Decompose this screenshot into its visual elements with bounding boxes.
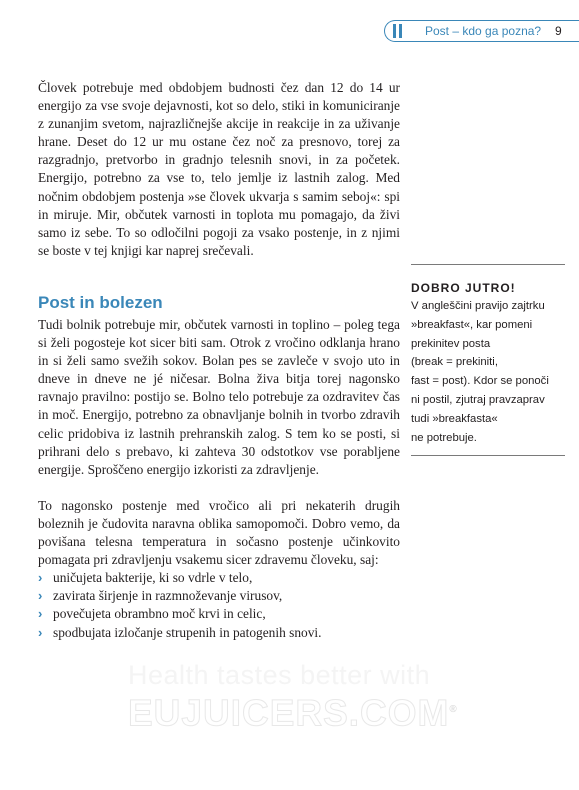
sidebar-divider-top (411, 264, 565, 265)
watermark-brand: EUJUICERS.COM® (128, 692, 458, 734)
section-heading: Post in bolezen (38, 293, 163, 312)
page-number: 9 (555, 24, 562, 38)
watermark (128, 660, 473, 733)
watermark-tagline: Health tastes better with (128, 660, 431, 690)
chevron-right-icon: › (38, 624, 43, 640)
chevron-right-icon: › (38, 588, 43, 604)
chevron-right-icon: › (38, 570, 43, 585)
section-paragraph-2: To nagonsko postenje med vročico ali pri nekaterih drugih boleznih je čudovita naravna oblika samopomoči. Dobro vemo, da povišana telesna temperatura in sočasno postenje učinkovito pomagata pri zdravljenju vsakemu sicer zdravemu človeku, saj: (38, 498, 400, 568)
sidebar-divider-bottom (411, 455, 565, 456)
list-item: › povečujeta obrambno moč krvi in celic, (38, 605, 400, 623)
list-item: › uničujeta bakterije, ki so vdrle v telo, (38, 569, 400, 587)
benefit-list (38, 569, 400, 642)
sidebar-title: DOBRO JUTRO! (411, 281, 516, 295)
section-paragraph-1: Tudi bolnik potrebuje mir, občutek varnosti in toplino – poleg tega si želi pogosteje kot sicer biti sam. Otrok z vročino odklanja hrano in si želi samo svežih sokov. Bolan pes se zavleče v svojo uto in dneve in dneve ne jé ničesar. Bolna živa bitja torej nagonsko ravnajo pravilno: postijo se. Bolno telo potrebuje za ozdravitev čas in moč. Energijo, potrebno za obnavljanje bolnih in tvorbo zdravih celic pridobiva iz lastnih prehranskih zalog. S tem ko se posti, si prihrani delo s prebavo, ki zahteva 30 odstotkov vse porabljene energije. Sproščeno energijo izkoristi za zdravljenje. (38, 317, 400, 477)
list-item: › zavirata širjenje in razmnoževanje virusov, (38, 587, 400, 605)
chevron-right-icon: › (38, 606, 43, 622)
intro-paragraph: Človek potrebuje med obdobjem budnosti čez dan 12 do 14 ur energijo za vse svoje dejavnosti, kot so delo, stiki in komuniciranje z zunanjim svetom, najrazličnejše akcije in reakcije in za uživanje hrane. Deset do 12 ur mu ostane čez noč za presnovo, torej za razgradnjo, pretvorbo in gradnjo telesnih snovi, in za početek. Energijo, potrebno za vse to, telo jemlje iz lastnih zalog. Med nočnim obdobjem postenja »se človek ukvarja s samim seboj«: spi in miruje. Mir, občutek varnosti in toplota mu pomagajo, da živi samo iz sebe. To so odločilni pogoji za vsako postenje, in z njimi se boste v tej knjigi kar naprej srečevali. (38, 80, 400, 258)
list-item: › spodbujata izločanje strupenih in patogenih snovi. (38, 624, 400, 642)
header-bars-icon (393, 24, 405, 38)
running-header-title: Post – kdo ga pozna? (425, 24, 542, 38)
sidebar-text: V angleščini pravijo zajtrku »breakfast«, kar pomeni prekinitev posta (break = prekiniti, fast = post). Kdor se ponoči ni postil, zjutraj pravzaprav tudi »breakfasta« ne potrebuje. (411, 300, 549, 444)
